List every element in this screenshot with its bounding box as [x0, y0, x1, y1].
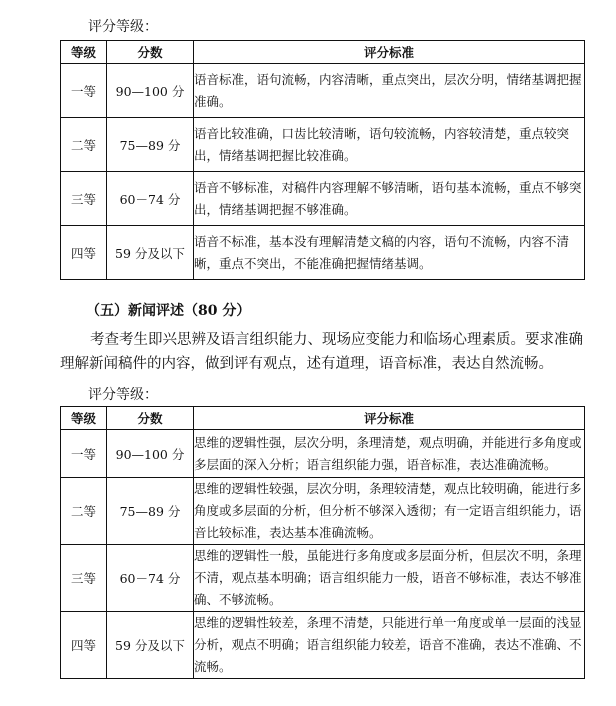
score-cell: 75—89 分: [107, 478, 194, 545]
grading-label: 评分等级：: [88, 387, 158, 403]
score-cell: 59 分及以下: [107, 612, 194, 679]
section-paragraph: 考查考生即兴思辨及语言组织能力、现场应变能力和临场心理素质。要求准确理解新闻稿件的内容，做到评有观点，述有道理，语音标准，表达自然流畅。: [60, 332, 583, 372]
level-cell: 二等: [61, 118, 107, 172]
score-cell: 59 分及以下: [107, 226, 194, 280]
criteria-cell: 语音不标准，基本没有理解清楚文稿的内容，语句不流畅，内容不清晰，重点不突出，不能准确把握情绪基调。: [194, 226, 585, 280]
header-criteria: 评分标准: [194, 407, 585, 430]
table-header-row: [61, 41, 585, 64]
level-cell: 一等: [61, 64, 107, 118]
table-row: [61, 478, 585, 545]
grading-table-2: [60, 406, 585, 679]
level-cell: 三等: [61, 172, 107, 226]
header-level: 等级: [61, 41, 107, 64]
table-row: [61, 64, 585, 118]
table-row: [61, 226, 585, 280]
header-level: 等级: [61, 407, 107, 430]
score-cell: 90—100 分: [107, 64, 194, 118]
criteria-cell: 思维的逻辑性一般，虽能进行多角度或多层面分析，但层次不明，条理不清，观点基本明确；语言组织能力一般，语音不够标准，表达不够准确、不够流畅。: [194, 545, 585, 612]
table-row: [61, 612, 585, 679]
score-cell: 60－74 分: [107, 545, 194, 612]
level-cell: 四等: [61, 226, 107, 280]
level-cell: 三等: [61, 545, 107, 612]
score-cell: 90—100 分: [107, 430, 194, 478]
table-header-row: [61, 407, 585, 430]
table-row: [61, 172, 585, 226]
section-title: （五）新闻评述（80 分）: [86, 303, 251, 319]
criteria-cell: 语音比较准确，口齿比较清晰，语句较流畅，内容较清楚，重点较突出，情绪基调把握比较准确。: [194, 118, 585, 172]
grading-label: 评分等级：: [88, 19, 158, 35]
score-cell: 75—89 分: [107, 118, 194, 172]
header-criteria: 评分标准: [194, 41, 585, 64]
table-row: [61, 430, 585, 478]
grading-table-1: [60, 40, 585, 280]
criteria-cell: 思维的逻辑性强，层次分明，条理清楚，观点明确，并能进行多角度或多层面的深入分析；语言组织能力强，语音标准，表达准确流畅。: [194, 430, 585, 478]
level-cell: 一等: [61, 430, 107, 478]
score-cell: 60－74 分: [107, 172, 194, 226]
header-score: 分数: [107, 41, 194, 64]
criteria-cell: 语音标准，语句流畅，内容清晰，重点突出，层次分明，情绪基调把握准确。: [194, 64, 585, 118]
criteria-cell: 思维的逻辑性较强，层次分明，条理较清楚，观点比较明确，能进行多角度或多层面的分析，但分析不够深入透彻；有一定语言组织能力，语音比较标准，表达基本准确流畅。: [194, 478, 585, 545]
table-row: [61, 545, 585, 612]
level-cell: 二等: [61, 478, 107, 545]
criteria-cell: 语音不够标准，对稿件内容理解不够清晰，语句基本流畅，重点不够突出，情绪基调把握不够准确。: [194, 172, 585, 226]
criteria-cell: 思维的逻辑性较差，条理不清楚，只能进行单一角度或单一层面的浅显分析，观点不明确；语言组织能力较差，语音不准确，表达不准确、不流畅。: [194, 612, 585, 679]
table-row: [61, 118, 585, 172]
level-cell: 四等: [61, 612, 107, 679]
header-score: 分数: [107, 407, 194, 430]
